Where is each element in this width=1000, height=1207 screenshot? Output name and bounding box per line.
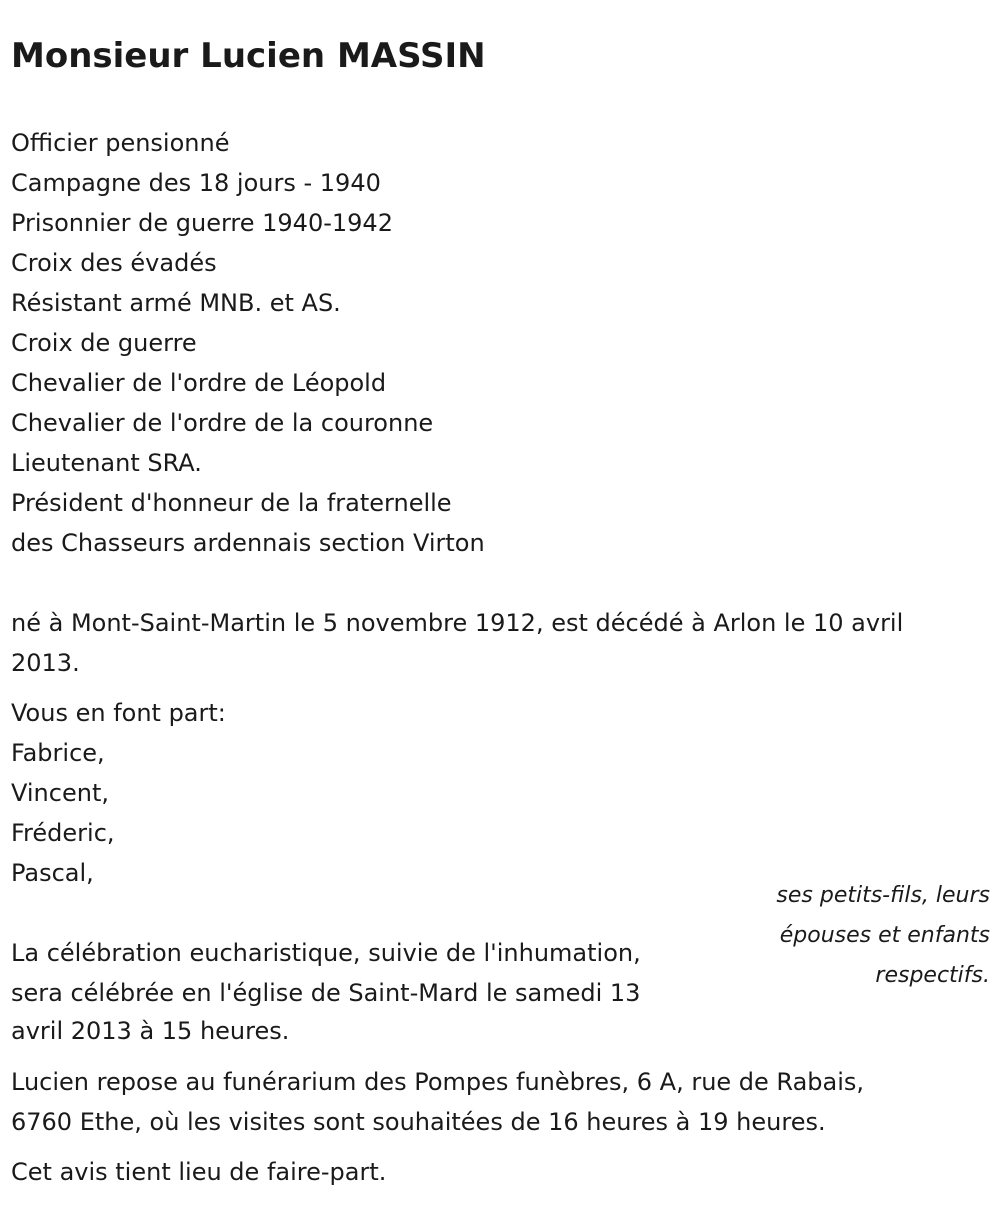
honour-item: Lieutenant SRA.: [11, 449, 202, 477]
honour-item: Officier pensionné: [11, 129, 230, 157]
grandson-name: Pascal,: [11, 859, 94, 887]
honour-item: Prisonnier de guerre 1940-1942: [11, 209, 393, 237]
birth-death-line: 2013.: [11, 649, 80, 677]
ceremony-line: avril 2013 à 15 heures.: [11, 1017, 290, 1045]
honour-item: Chevalier de l'ordre de Léopold: [11, 369, 387, 397]
honour-item: Président d'honneur de la fraternelle: [11, 489, 452, 517]
grandson-name: Fréderic,: [11, 819, 115, 847]
ceremony-line: sera célébrée en l'église de Saint-Mard le samedi 13: [11, 979, 641, 1007]
closing-note: Cet avis tient lieu de faire-part.: [11, 1158, 387, 1186]
funerarium-line: 6760 Ethe, où les visites sont souhaitées de 16 heures à 19 heures.: [11, 1108, 826, 1136]
honour-item: Campagne des 18 jours - 1940: [11, 169, 381, 197]
honour-item: Croix de guerre: [11, 329, 197, 357]
announce-intro: Vous en font part:: [11, 699, 226, 727]
honour-item: Croix des évadés: [11, 249, 217, 277]
grandson-name: Vincent,: [11, 779, 109, 807]
grandson-name: Fabrice,: [11, 739, 105, 767]
honour-item: Résistant armé MNB. et AS.: [11, 289, 341, 317]
page-title: Monsieur Lucien MASSIN: [11, 36, 486, 76]
family-note-line: respectifs.: [875, 963, 990, 988]
family-note-line: épouses et enfants: [779, 923, 990, 948]
birth-death-line: né à Mont-Saint-Martin le 5 novembre 1912, est décédé à Arlon le 10 avril: [11, 609, 904, 637]
honour-item: Chevalier de l'ordre de la couronne: [11, 409, 434, 437]
family-note-line: ses petits-fils, leurs: [776, 883, 990, 908]
funerarium-line: Lucien repose au funérarium des Pompes funèbres, 6 A, rue de Rabais,: [11, 1068, 865, 1096]
ceremony-line: La célébration eucharistique, suivie de l'inhumation,: [11, 939, 641, 967]
honour-item: des Chasseurs ardennais section Virton: [11, 529, 485, 557]
